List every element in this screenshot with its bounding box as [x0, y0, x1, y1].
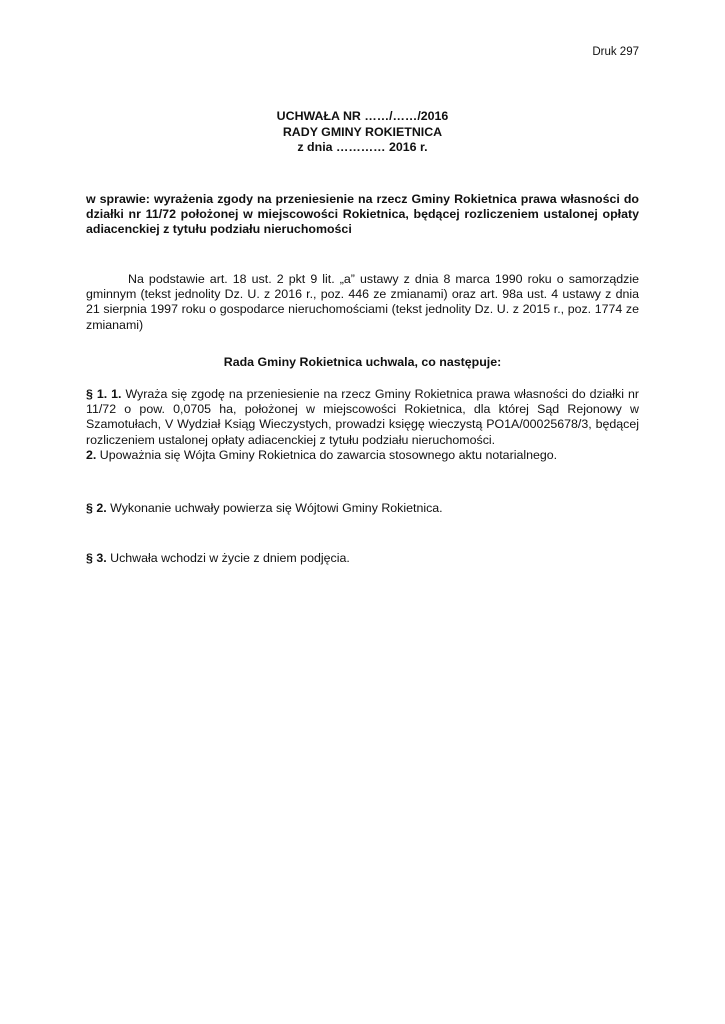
resolution-date: z dnia ………… 2016 r. — [297, 140, 428, 155]
resolution-number: UCHWAŁA NR ……/……/2016 — [276, 109, 449, 123]
legal-basis: Na podstawie art. 18 ust. 2 pkt 9 lit. „a” ustawy z dnia 8 marca 1990 roku o samorządzie gminnym (tekst jednolity Dz. U. z 2016 r., poz. 446 ze zmianami) oraz art. 98a ust. 4 ustawy z dnia 21 sierpnia 1997 roku o gospodarce nieruchomościami (tekst jednolity Dz. U. z 2015 r., poz. 1774 ze zmianami) — [86, 272, 639, 332]
council-name: RADY GMINY ROKIETNICA — [282, 124, 443, 139]
section-1 — [86, 387, 639, 463]
section-2 — [86, 501, 639, 516]
section-1-mark: § 1. 1. — [86, 387, 122, 401]
section-1-point-2-text: Upoważnia się Wójta Gminy Rokietnica do zawarcia stosownego aktu notarialnego. — [99, 447, 558, 462]
resolution-header — [86, 109, 639, 156]
section-2-mark: § 2. — [86, 501, 107, 515]
enactment-formula: Rada Gminy Rokietnica uchwala, co następuje: — [223, 355, 502, 369]
section-3 — [86, 551, 639, 566]
section-3-text: Uchwała wchodzi w życie z dniem podjęcia. — [110, 551, 350, 565]
resolution-subject: w sprawie: wyrażenia zgody na przeniesienie na rzecz Gminy Rokietnica prawa własności do działki nr 11/72 położonej w miejscowości Rokietnica, będącej rozliczeniem ustalonej opłaty adiacenckiej z tytułu podziału nieruchomości — [86, 192, 639, 237]
section-1-point-2-mark: 2. — [86, 447, 97, 462]
section-2-text: Wykonanie uchwały powierza się Wójtowi Gminy Rokietnica. — [110, 501, 443, 515]
section-1-text: Wyraża się zgodę na przeniesienie na rzecz Gminy Rokietnica prawa własności do działki nr 11/72 o pow. 0,0705 ha, położonej w miejscowości Rokietnica, dla której Sąd Rejonowy w Szamotułach, V Wydział Ksiąg Wieczystych, prowadzi księgę wieczystą PO1A/00025678/3, będącej rozliczeniem ustalonej opłaty adiacenckiej z tytułu podziału nieruchomości. — [86, 387, 639, 447]
section-3-mark: § 3. — [86, 551, 107, 565]
section-1-point-2 — [86, 448, 639, 463]
print-number: Druk 297 — [592, 46, 639, 58]
section-1-point-1 — [86, 387, 639, 448]
